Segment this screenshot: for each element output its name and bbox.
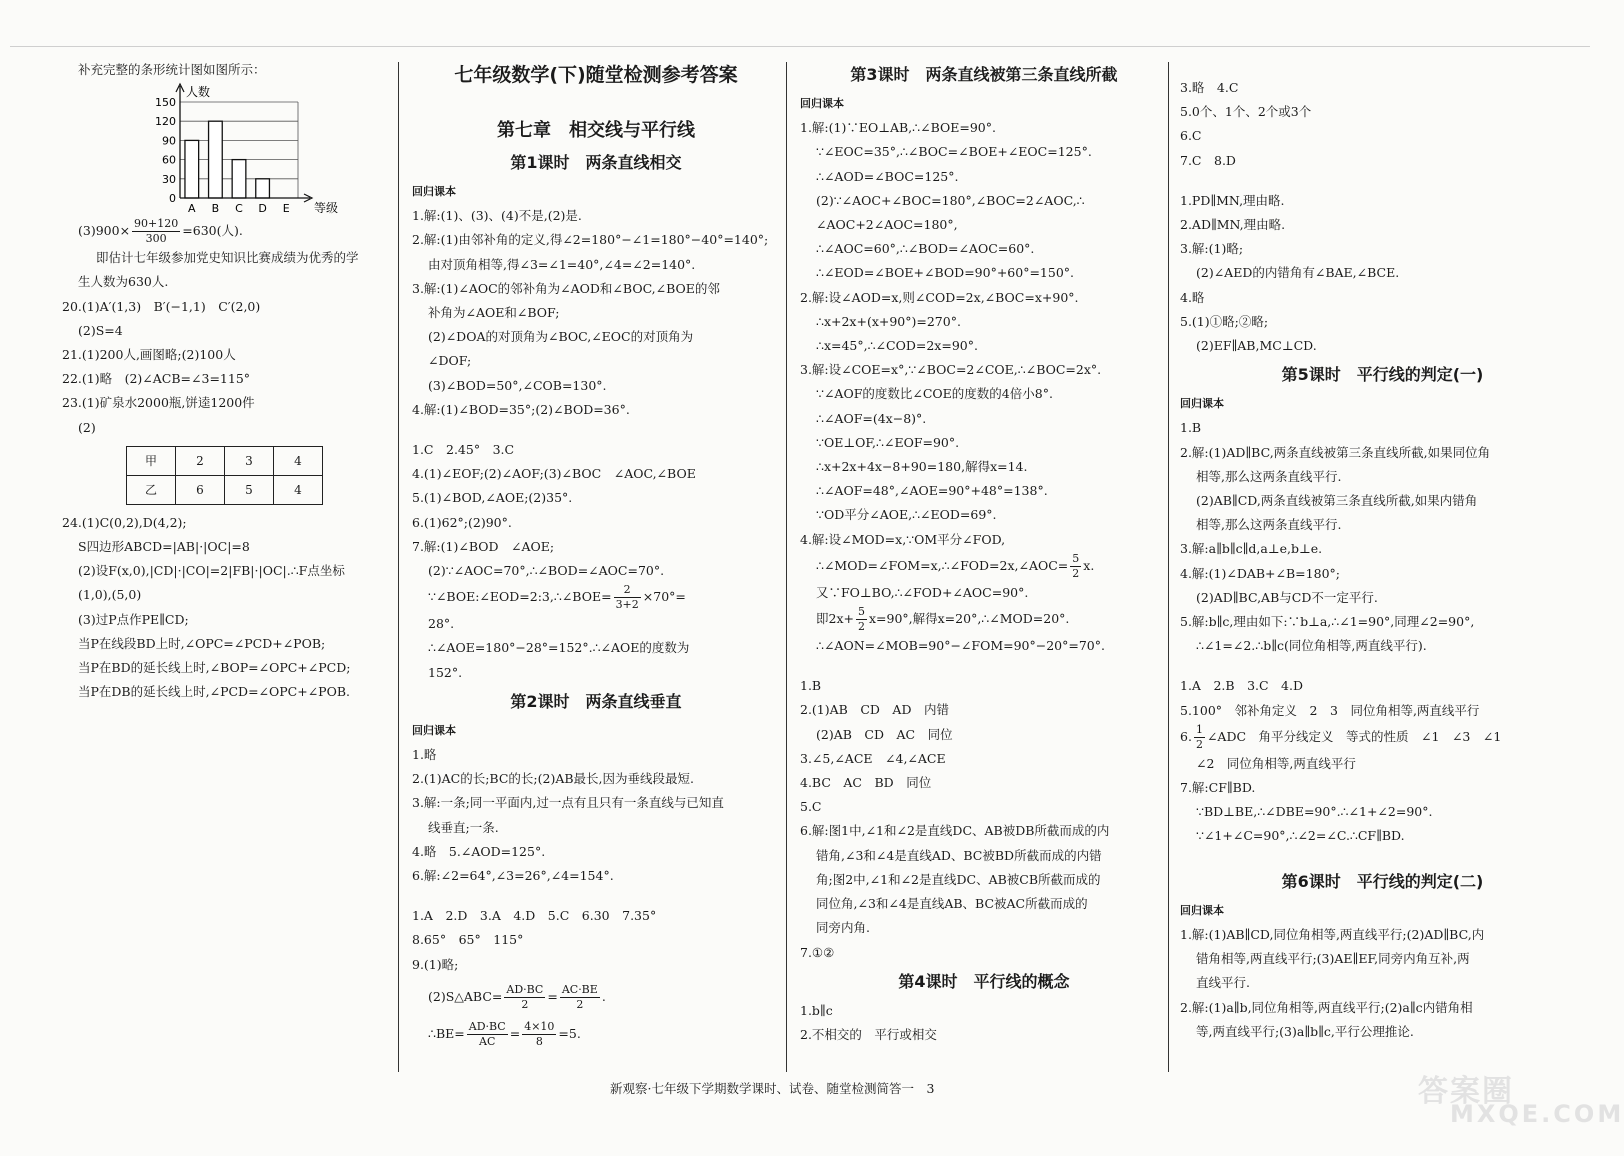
denominator: 2 [576, 997, 584, 1011]
answer-line: 8.65° 65° 115° [412, 932, 524, 948]
chapter-title: 第七章 相交线与平行线 [497, 120, 695, 141]
answer-line: (2)设F(x,0),|CD|·|CO|=2|FB|·|OC|.∴F点坐标 [78, 563, 345, 579]
answer-line: ∴∠1=∠2.∴b∥c(同位角相等,两直线平行). [1196, 638, 1427, 654]
answer-line: S四边形ABCD=|AB|·|OC|=8 [78, 539, 250, 555]
y-tick-label: 150 [155, 96, 176, 110]
section-label: 回归课本 [1180, 397, 1224, 411]
answer-line: ∵∠AOF的度数比∠COE的度数的4倍小8°. [816, 386, 1053, 402]
answer-line: 1.解:(1)AB∥CD,同位角相等,两直线平行;(2)AD∥BC,内 [1180, 926, 1485, 942]
answer-line: ∴∠AOD=∠BOC=125°. [816, 168, 959, 184]
lesson-title: 第6课时 平行线的判定(二) [1281, 871, 1484, 891]
lesson-title: 第2课时 两条直线垂直 [510, 691, 682, 711]
answer-line: 即估计七年级参加党史知识比赛成绩为优秀的学 [96, 250, 359, 266]
answer-line [412, 1020, 780, 1049]
answer-line: 1.略 [412, 747, 437, 763]
answer-line: 7.①② [800, 944, 835, 960]
y-axis-label: 人数 [186, 85, 211, 100]
answer-line: 4.解:(1)∠BOD=35°;(2)∠BOD=36°. [412, 401, 630, 417]
answer-line: 23.(1)矿泉水2000瓶,饼逵1200件 [62, 395, 255, 411]
section-label: 回归课本 [1180, 903, 1224, 917]
answer-line: 2.(1)AC的长;BC的长;(2)AB最长,因为垂线段最短. [412, 771, 694, 787]
answer-line: 当P在线段BD上时,∠OPC=∠PCD+∠POB; [78, 635, 326, 651]
column-divider [786, 62, 787, 1072]
answer-line: 1.解:(1)、(3)、(4)不是,(2)是. [412, 208, 582, 224]
answer-line: 6.(1)62°;(2)90°. [412, 514, 512, 530]
text: (2)S△ABC= [428, 988, 503, 1004]
answer-block [1180, 189, 1585, 358]
answer-line: 1.b∥c [800, 1002, 833, 1018]
answer-line: ∴x+2x+(x+90°)=270°. [816, 313, 961, 329]
answer-line: (2)AD∥BC,AB与CD不一定平行. [1196, 589, 1378, 605]
answer-line: 1.A 2.D 3.A 4.D 5.C 6.30 7.35° [412, 908, 657, 924]
answer-line: 线垂直;一条. [428, 819, 499, 835]
answer-line: 2.解:(1)由邻补角的定义,得∠2=180°−∠1=180°−40°=140°; [412, 232, 769, 248]
table-cell: 4 [274, 475, 323, 504]
table-row [127, 475, 323, 504]
answer-line: 3.解:设∠COE=x°,∵∠BOC=2∠COE,∴∠BOC=2x°. [800, 362, 1102, 378]
answer-line [800, 605, 1168, 634]
answer-line [800, 552, 1168, 581]
answer-line: 28°. [428, 616, 455, 632]
denominator: AC [479, 1034, 496, 1048]
spacer [412, 422, 780, 438]
denominator: 2 [1072, 566, 1080, 580]
table-cell: 5 [225, 475, 274, 504]
answer-line: 6.解:∠2=64°,∠3=26°,∠4=154°. [412, 868, 614, 884]
y-tick-label: 30 [162, 173, 176, 187]
watermark-logo: 答案圈 [1418, 1074, 1514, 1109]
answer-line: 7.解:CF∥BD. [1180, 780, 1256, 796]
table-cell: 2 [176, 446, 225, 475]
answer-line: 等,两直线平行;(3)a∥b∥c,平行公理推论. [1196, 1023, 1414, 1039]
answer-line: 同位角,∠3和∠4是直线AB、BC被AC所截而成的 [816, 896, 1088, 912]
answer-line: 3.解:一条;同一平面内,过一点有且只有一条直线与已知直 [412, 795, 724, 811]
answer-line: 1.解:(1)∵EO⊥AB,∴∠BOE=90°. [800, 120, 996, 136]
answer-line: 当P在BD的延长线上时,∠BOP=∠OPC+∠PCD; [78, 660, 351, 676]
y-tick-label: 0 [169, 192, 176, 206]
x-tick-label: E [282, 202, 290, 216]
answer-line: 直线平行. [1196, 975, 1250, 991]
spacer [1180, 173, 1585, 189]
numerator: 1 [1195, 722, 1203, 736]
denominator: 3+2 [615, 598, 639, 612]
answer-line: 2.(1)AB CD AD 内错 [800, 702, 949, 718]
answer-line: ∵BD⊥BE,∴∠DBE=90°.∴∠1+∠2=90°. [1196, 804, 1433, 820]
book-title: 七年级数学(下)随堂检测参考答案 [454, 64, 738, 86]
answer-line: 错角相等,两直线平行;(3)AE∥EF,同旁内角互补,两 [1196, 951, 1470, 967]
text: = [509, 1025, 521, 1041]
y-tick-label: 60 [162, 153, 176, 167]
answer-line: 2.解:设∠AOD=x,则∠COD=2x,∠BOC=x+90°. [800, 289, 1079, 305]
text: ∵∠BOE:∠EOD=2:3,∴∠BOE= [428, 589, 612, 605]
answer-line: 1.A 2.B 3.C 4.D [1180, 678, 1304, 694]
text: ∴BE= [428, 1025, 465, 1041]
answer-line: (2)AB CD AC 同位 [816, 726, 953, 742]
answer-line: 22.(1)略 (2)∠ACB=∠3=115° [62, 371, 251, 387]
answer-line: ∵OD平分∠AOE,∴∠EOD=69°. [816, 507, 997, 523]
answer-line: 4.BC AC BD 同位 [800, 775, 932, 791]
section-label: 回归课本 [412, 185, 456, 198]
section-label: 回归课本 [800, 97, 844, 110]
column-4 [1180, 76, 1585, 1156]
answer-line: ∠2 同位角相等,两直线平行 [1196, 755, 1356, 771]
top-rule [10, 46, 1590, 47]
answer-line: ∴∠AON=∠MOB=90°−∠FOM=90°−20°=70°. [816, 638, 1105, 654]
answer-line: (3)过P点作PE∥CD; [78, 611, 189, 627]
answer-block [1180, 416, 1585, 658]
denominator: 2 [521, 997, 529, 1011]
spacer [1180, 658, 1585, 674]
answer-line: 7.C 8.D [1180, 152, 1236, 168]
text: 6. [1180, 728, 1192, 744]
lesson-title: 第1课时 两条直线相交 [510, 153, 682, 172]
answer-line: 2.解:(1)a∥b,同位角相等,两直线平行;(2)a∥c内错角相 [1180, 999, 1473, 1015]
chart-intro: 补充完整的条形统计图如图所示： [78, 62, 266, 77]
answer-line: 2.解:(1)AD∥BC,两条直线被第三条直线所截,如果同位角 [1180, 444, 1491, 460]
answer-line: ∴∠EOD=∠BOE+∠BOD=90°+60°=150°. [816, 265, 1075, 281]
answer-block [412, 438, 780, 583]
answer-line: 4.略 5.∠AOD=125°. [412, 843, 546, 859]
answer-line: 3.解:(1)∠AOC的邻补角为∠AOD和∠BOC,∠BOE的邻 [412, 280, 720, 296]
answer-line: 又∵FO⊥BO,∴∠FOD+∠AOC=90°. [816, 584, 1029, 600]
lesson-title: 第3课时 两条直线被第三条直线所截 [850, 65, 1118, 84]
denominator: 8 [535, 1034, 543, 1048]
answer-line: 2.不相交的 平行或相交 [800, 1026, 937, 1042]
answer-line: ∴∠AOF=(4x−8)°. [816, 410, 927, 426]
fraction [1070, 552, 1081, 581]
spacer [412, 888, 780, 904]
fraction [560, 983, 600, 1012]
lesson-title: 第4课时 平行线的概念 [898, 971, 1070, 991]
answer-line: 5.C [800, 799, 822, 815]
section-label: 回归课本 [412, 723, 456, 737]
answer-line: ∵OE⊥OF,∴∠EOF=90°. [816, 434, 960, 450]
answer-line: 4.略 [1180, 289, 1205, 305]
answer-line: 3.解:(1)略; [1180, 241, 1244, 257]
answer-line: 相等,那么这两条直线平行. [1196, 517, 1342, 533]
answer-line: 角;图2中,∠1和∠2是直线DC、AB被CB所截而成的 [816, 871, 1101, 887]
answer-line [1180, 723, 1585, 752]
answer-line: 4.解:设∠MOD=x,∵OM平分∠FOD, [800, 531, 1006, 547]
bar-B [209, 121, 223, 198]
answer-line: (2)∠AED的内错角有∠BAE,∠BCE. [1196, 265, 1400, 281]
answer-line: (3)∠BOD=50°,∠COB=130°. [428, 377, 607, 393]
text: . [601, 988, 606, 1004]
answer-block [1180, 752, 1585, 849]
answer-line: 152°. [428, 664, 463, 680]
denominator: 2 [1195, 737, 1203, 751]
text: ∴∠MOD=∠FOM=x,∴∠FOD=2x,∠AOC= [816, 557, 1069, 573]
answer-line: 相等,那么这两条直线平行. [1196, 468, 1342, 484]
fraction [1194, 723, 1205, 752]
answer-block [800, 999, 1168, 1047]
text: =630(人). [182, 223, 243, 239]
answer-line: 由对顶角相等,得∠3=∠1=40°,∠4=∠2=140°. [428, 256, 696, 272]
numerator: 2 [614, 583, 641, 598]
y-tick-label: 120 [155, 115, 176, 129]
answer-line: 1.B [1180, 420, 1202, 436]
answer-line: (2) [78, 419, 96, 435]
answer-line: 1.B [800, 678, 822, 694]
numerator: AD·BC [468, 1019, 506, 1033]
denominator: 2 [857, 620, 865, 634]
numerator: 5 [1072, 551, 1080, 565]
text: 即2x+ [816, 611, 854, 627]
text: x=90°,解得x=20°,∴∠MOD=20°. [868, 611, 1070, 627]
answer-line: ∴∠AOF=48°,∠AOE=90°+48°=138°. [816, 483, 1048, 499]
answer-block [1180, 674, 1585, 722]
denominator: 300 [145, 232, 167, 246]
bar-D [256, 179, 270, 198]
bar-chart [88, 82, 348, 217]
numerator: AD·BC [506, 982, 544, 996]
answer-block [800, 116, 1168, 552]
text: x. [1083, 557, 1095, 573]
answer-line [412, 583, 780, 612]
answer-line: ∴∠AOE=180°−28°=152°.∴∠AOE的度数为 [428, 640, 690, 656]
answer-line: 3.解:a∥b∥c∥d,a⊥e,b⊥e. [1180, 541, 1323, 557]
text: ×70°= [642, 589, 686, 605]
table-row [127, 446, 323, 475]
answer-block [412, 612, 780, 685]
y-tick-label: 90 [162, 134, 176, 148]
answer-block [800, 634, 1168, 658]
answer-line: 6.C [1180, 128, 1202, 144]
answer-line: 补角为∠AOE和∠BOF; [428, 305, 560, 321]
answer-line: 错角,∠3和∠4是直线AD、BC被BD所截而成的内错 [816, 847, 1102, 863]
table-cell: 4 [274, 446, 323, 475]
fraction [614, 583, 641, 612]
answer-block [412, 204, 780, 422]
answer-line: ∵∠EOC=35°,∴∠BOC=∠BOE+∠EOC=125°. [816, 144, 1092, 160]
x-tick-label: A [188, 202, 196, 216]
spacer [1180, 849, 1585, 865]
answer-line: 生人数为630人. [78, 274, 169, 290]
answer-line: ∴∠AOC=60°,∴∠BOD=∠AOC=60°. [816, 241, 1035, 257]
text: (3)900× [78, 223, 131, 239]
answer-line: 24.(1)C(0,2),D(4,2); [62, 514, 187, 530]
answer-line: 6.解:图1中,∠1和∠2是直线DC、AB被DB所截而成的内 [800, 823, 1110, 839]
numerator: AC·BE [561, 982, 598, 996]
answer-line: 4.解:(1)∠DAB+∠B=180°; [1180, 565, 1340, 581]
text: ∠ADC 角平分线定义 等式的性质 ∠1 ∠3 ∠1 [1206, 728, 1502, 744]
answer-line: (2)EF∥AB,MC⊥CD. [1196, 338, 1317, 354]
table-cell: 甲 [127, 446, 176, 475]
table-cell: 3 [225, 446, 274, 475]
answer-line [412, 983, 780, 1012]
answer-block [412, 904, 780, 977]
answer-line: 3.∠5,∠ACE ∠4,∠ACE [800, 750, 946, 766]
numerator: 90+120 [134, 217, 179, 231]
answer-table [126, 446, 323, 505]
answer-line: ∴x+2x+4x−8+90=180,解得x=14. [816, 459, 1028, 475]
fraction [467, 1020, 508, 1049]
answer-line: (2)AB∥CD,两条直线被第三条直线所截,如果内错角 [1196, 493, 1478, 509]
answer-line: 当P在DB的延长线上时,∠PCD=∠OPC+∠POB. [78, 684, 350, 700]
watermark-url: MXQE.COM [1450, 1100, 1624, 1128]
fraction [522, 1020, 556, 1049]
answer-block [800, 674, 1168, 964]
answer-line: (1,0),(5,0) [78, 587, 142, 603]
answer-block [1180, 923, 1585, 1044]
column-divider [1168, 62, 1169, 1072]
x-tick-label: C [235, 202, 243, 216]
column-divider [398, 62, 399, 1072]
answer-block [800, 581, 1168, 605]
answer-line: 9.(1)略; [412, 956, 459, 972]
fraction [856, 605, 867, 634]
answer-line: ∵∠1+∠C=90°,∴∠2=∠C.∴CF∥BD. [1196, 828, 1405, 844]
answer-line: (2)∵∠AOC+∠BOC=180°,∠BOC=2∠AOC,∴ [816, 192, 1085, 208]
answer-block [1180, 76, 1585, 173]
answer-line: 2.AD∥MN,理由略. [1180, 217, 1286, 233]
numerator: 4×10 [524, 1019, 555, 1033]
x-tick-label: B [211, 202, 220, 216]
answer-line: 4.(1)∠EOF;(2)∠AOF;(3)∠BOC ∠AOC,∠BOE [412, 466, 696, 482]
bar-C [232, 160, 246, 198]
table-cell: 6 [176, 475, 225, 504]
fraction [132, 217, 180, 246]
answer-line: ∴x=45°,∴∠COD=2x=90°. [816, 338, 978, 354]
table-cell: 乙 [127, 475, 176, 504]
column-2 [412, 58, 780, 1138]
lesson-title: 第5课时 平行线的判定(一) [1281, 365, 1484, 385]
answer-line: 5.解:b∥c,理由如下:∵b⊥a,∴∠1=90°,同理∠2=90°, [1180, 614, 1475, 630]
x-tick-label: D [258, 202, 267, 216]
answer-line: 5.0个、1个、2个或3个 [1180, 104, 1312, 120]
bar-A [185, 141, 199, 199]
answer-line: 5.(1)①略;②略; [1180, 313, 1269, 329]
answer-line: 3.略 4.C [1180, 80, 1239, 95]
answer-line: ∠DOF; [428, 353, 472, 369]
x-axis-label: 等级 [314, 201, 339, 216]
answer-block [412, 743, 780, 888]
answer-line: 同旁内角. [816, 920, 870, 936]
spacer [800, 658, 1168, 674]
answer-line: 5.100° 邻补角定义 2 3 同位角相等,两直线平行 [1180, 702, 1480, 718]
text: =5. [558, 1025, 581, 1041]
answer-line: (2)∠DOA的对顶角为∠BOC,∠EOC的对顶角为 [428, 329, 694, 345]
numerator: 5 [857, 605, 865, 619]
answer-line: 7.解:(1)∠BOD ∠AOE; [412, 538, 555, 554]
answer-line: (2)S=4 [78, 322, 123, 338]
column-1 [62, 58, 384, 1138]
answer-line [62, 217, 384, 246]
answer-line: 1.PD∥MN,理由略. [1180, 192, 1285, 208]
column-3 [800, 58, 1168, 1138]
answer-line: ∠AOC+2∠AOC=180°, [816, 217, 958, 233]
page-footer: 新观察·七年级下学期数学课时、试卷、随堂检测简答一 3 [610, 1081, 935, 1096]
answer-line: 21.(1)200人,画图略;(2)100人 [62, 347, 236, 363]
answer-line: 1.C 2.45° 3.C [412, 442, 515, 458]
answer-line: 5.(1)∠BOD,∠AOE;(2)35°. [412, 490, 573, 506]
answer-line: 20.(1)A′(1,3) B′(−1,1) C′(2,0) [62, 298, 261, 314]
fraction [504, 983, 545, 1012]
answer-line: (2)∵∠AOC=70°,∴∠BOD=∠AOC=70°. [428, 563, 665, 579]
text: = [547, 988, 558, 1004]
